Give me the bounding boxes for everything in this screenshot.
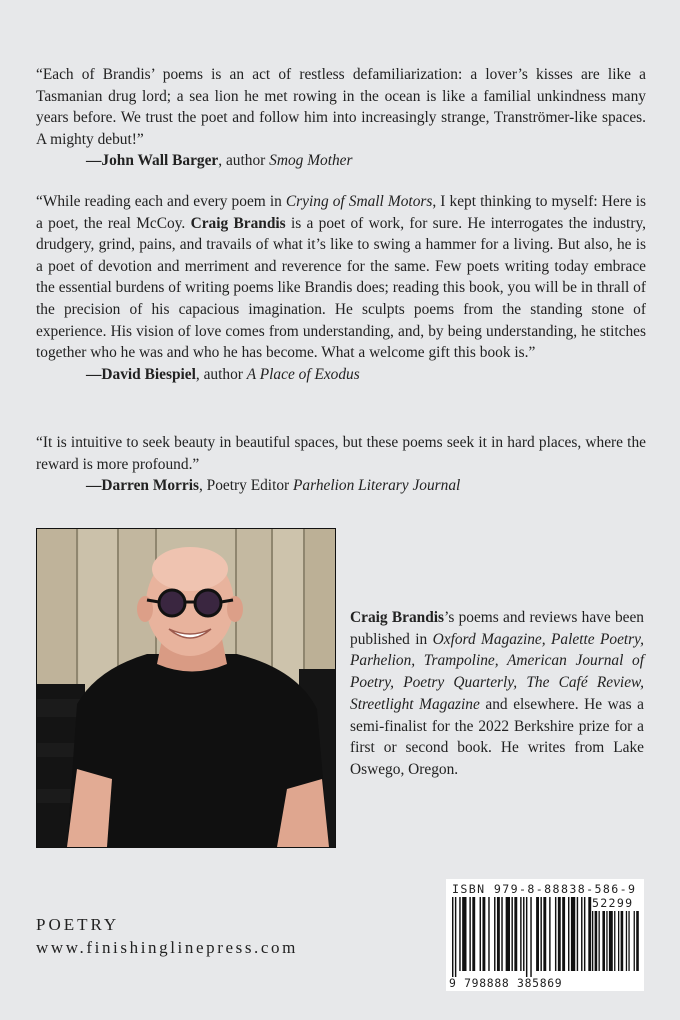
blurb-author: —Darren Morris xyxy=(86,477,199,495)
blurb-attribution xyxy=(36,475,646,497)
isbn-barcode xyxy=(446,879,644,991)
main-barcode-bars xyxy=(452,897,592,977)
barcode-bar xyxy=(614,911,615,971)
barcode-bar xyxy=(636,911,639,971)
bio-publications: Oxford Magazine, Palette Poetry, Parhelion, Trampoline, American Journal of Poetry, Poetry Quarterly, The Café Review, Streetlight Magazine xyxy=(350,630,644,713)
barcode-bar xyxy=(452,897,453,977)
barcode-bar xyxy=(501,897,502,971)
barcode-bar xyxy=(482,897,485,971)
barcode-bar xyxy=(494,897,495,971)
bio-text: and elsewhere. He was a semi-finalist for the 2022 Berkshire prize for a first or second book. He writes from Lake Oswego, Oregon. xyxy=(350,695,645,778)
blurb-role: , author xyxy=(195,365,247,383)
barcode-bar xyxy=(472,897,475,971)
ean-number: 9 798888 385869 xyxy=(449,976,563,990)
barcode-bar xyxy=(520,897,521,971)
quote-part: is a poet of work, for sure. He interrogates the industry, drudgery, grind, pains, and travails of what it’s like to swing a hammer for a living. But also, he is a poet of devotion and merriment and reverence for the same. Few poets writing today embrace the essential burdens of writing poems like Brandis does; reading this book, you will be in thrall of the precision of his capacious imagination. He sculpts poems from the standing stone of experience. His vision of love comes from understanding, and, by being understanding, he stitches together who he was and who he has become. What a welcome gift this book is.” xyxy=(36,214,646,362)
blurb-attribution xyxy=(36,364,646,386)
category-label: POETRY xyxy=(36,915,120,934)
blurb-role: , author xyxy=(218,152,270,170)
quote-poet-name: Craig Brandis xyxy=(190,214,286,232)
isbn-number: ISBN 979-8-88838-586-9 xyxy=(452,882,637,896)
barcode-bar xyxy=(511,897,512,971)
barcode-bar xyxy=(506,897,510,971)
blurb-barger xyxy=(36,64,646,172)
barcode-bar xyxy=(618,911,619,971)
quote-part: , I kept thinking to myself: Here is a poet, the real McCoy. xyxy=(36,193,646,232)
barcode-bar xyxy=(577,897,578,971)
barcode-bar xyxy=(536,897,539,971)
barcode-bar xyxy=(562,897,565,971)
bio-author-name: Craig Brandis xyxy=(350,609,445,626)
barcode-bar xyxy=(599,911,600,971)
blurb-attribution xyxy=(36,150,646,172)
barcode-bar xyxy=(571,897,575,971)
blurb-work: Smog Mother xyxy=(269,152,353,170)
barcode-bar xyxy=(455,897,456,977)
barcode-bar xyxy=(592,911,593,971)
barcode-bar xyxy=(469,897,470,971)
blurb-quote: “Each of Brandis’ poems is an act of restless defamiliarization: a lover’s kisses are like a Tasmanian drug lord; a sea lion he met rowing in the ocean is like a familial unkindness many years before. We trust the poet and follow him into increasingly strange, Tranströmer-like spaces. A mighty debut!” xyxy=(36,66,646,148)
blurb-quote: “It is intuitive to seek beauty in beautiful spaces, but these poems seek it in hard places, where the reward is more profound.” xyxy=(36,434,646,473)
blurb-role: , Poetry Editor xyxy=(198,477,294,495)
barcode-bar xyxy=(602,911,605,971)
blurb-author: —David Biespiel xyxy=(86,365,196,383)
barcode-bar xyxy=(459,897,460,971)
barcode-bar xyxy=(588,897,591,971)
blurb-biespiel xyxy=(36,191,646,385)
publisher-website: www.finishinglinepress.com xyxy=(36,938,298,957)
barcode-bar xyxy=(540,897,541,971)
barcode-bar xyxy=(581,897,582,971)
addon-barcode-bars xyxy=(592,911,640,977)
author-bio xyxy=(350,607,644,781)
blurb-quote xyxy=(36,191,646,364)
price-code: 52299 xyxy=(592,896,634,910)
barcode-bar xyxy=(480,897,481,971)
blurb-work: Parhelion Literary Journal xyxy=(293,477,461,495)
barcode-bar xyxy=(628,911,629,971)
barcode-bar xyxy=(462,897,466,971)
barcode-bar xyxy=(558,897,561,971)
barcode-bar xyxy=(634,911,635,971)
barcode-bar xyxy=(497,897,500,971)
barcode-bar xyxy=(488,897,489,971)
barcode-bar xyxy=(568,897,569,971)
blurb-author: —John Wall Barger xyxy=(86,152,219,170)
barcode-bar xyxy=(523,897,524,971)
blurb-work: A Place of Exodus xyxy=(246,365,360,383)
barcode-bar xyxy=(584,897,585,971)
barcode-bar xyxy=(526,897,527,977)
barcode-bar xyxy=(555,897,556,971)
quote-book-title: Crying of Small Motors xyxy=(285,193,433,210)
barcode-bar xyxy=(609,911,613,971)
bio-text: ’s poems and reviews have been published in xyxy=(350,609,644,648)
barcode-bar xyxy=(621,911,624,971)
barcode-bar xyxy=(514,897,517,971)
barcode-bar xyxy=(530,897,531,977)
barcode-bar xyxy=(626,911,627,971)
barcode-bar xyxy=(606,911,607,971)
quote-part: “While reading each and every poem in xyxy=(36,193,286,210)
blurb-morris xyxy=(36,432,646,497)
barcode-bar xyxy=(543,897,546,971)
author-photo xyxy=(36,528,336,848)
barcode-bar xyxy=(549,897,550,971)
barcode-bar xyxy=(595,911,598,971)
